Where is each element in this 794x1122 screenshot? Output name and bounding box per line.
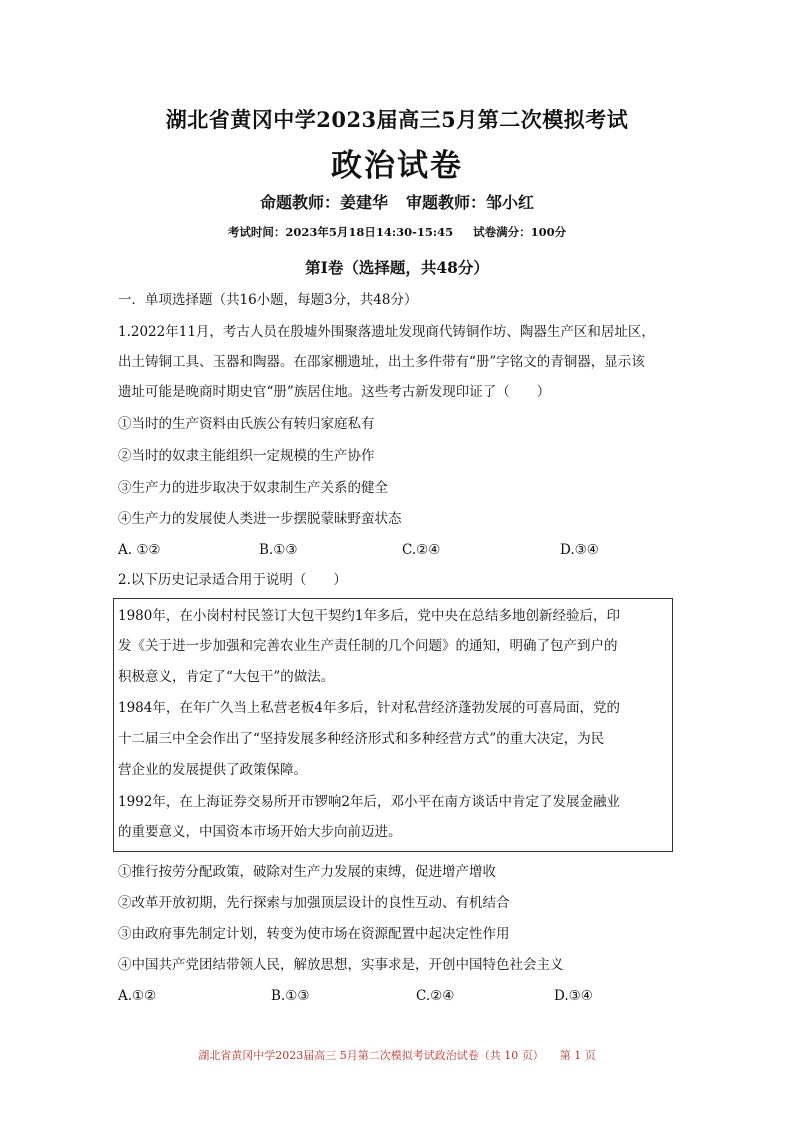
full-score: 试卷满分：100分: [473, 225, 567, 239]
q1-stem-line: 出土铸铜工具、玉器和陶器。在邵家棚遗址，出土多件带有“册”字铭文的青铜器，显示该: [118, 354, 645, 370]
exam-info-line: [0, 224, 794, 240]
setter-name: 命题教师：姜建华: [259, 193, 388, 212]
q1-statement: ①当时的生产资料由氏族公有转归家庭私有: [118, 416, 375, 432]
q2-options: [118, 986, 678, 1006]
q1-option-c: C.②④: [402, 542, 441, 558]
q1-statement: ②当时的奴隶主能组织一定规模的生产协作: [118, 448, 375, 464]
q2-statement: ③由政府事先制定计划，转变为使市场在资源配置中起决定性作用: [118, 926, 510, 942]
paper-title: 政治试卷: [331, 148, 463, 184]
q2-material-line: 1980年，在小岗村村民签订大包干契约1年多后，党中央在总结多地创新经验后，印: [118, 608, 620, 624]
q2-option-d: D.③④: [554, 988, 593, 1004]
q2-option-a: A.①②: [118, 988, 157, 1004]
q2-material-line: 的重要意义，中国资本市场开始大步向前迈进。: [118, 824, 402, 840]
q1-stem-line: 遗址可能是晚商时期史官“册”族居住地。这些考古新发现印证了（ ）: [118, 384, 551, 400]
q2-option-b: B.①③: [271, 988, 310, 1004]
q2-statement: ④中国共产党团结带领人民，解放思想，实事求是，开创中国特色社会主义: [118, 957, 564, 973]
q2-statement: ②改革开放初期，先行探索与加强顶层设计的良性互动、有机结合: [118, 895, 510, 911]
q2-statement: ①推行按劳分配政策，破除对生产力发展的束缚，促进增产增收: [118, 864, 496, 880]
q1-statement: ④生产力的发展使人类进一步摆脱蒙昧野蛮状态: [118, 511, 402, 527]
q1-stem-line: 1.2022年11月，考古人员在殷墟外围聚落遗址发现商代铸铜作坊、陶器生产区和居址区，: [118, 324, 655, 340]
q2-material-line: 1992年，在上海证券交易所开市锣响2年后，邓小平在南方谈话中肯定了发展金融业: [118, 794, 620, 810]
footer-paper-info: 湖北省黄冈中学2023届高三 5月第二次模拟考试政治试卷（共 10 页）: [198, 1049, 544, 1062]
section-heading: 一．单项选择题（共16小题，每题3分，共48分）: [118, 292, 418, 308]
exam-time: 考试时间：2023年5月18日14:30-15:45: [227, 225, 454, 239]
q2-material-line: 十二届三中全会作出了“坚持发展多种经济形式和多种经营方式”的重大决定，为民: [118, 731, 605, 747]
q1-statement: ③生产力的进步取决于奴隶制生产关系的健全: [118, 480, 388, 496]
page-footer: [0, 1047, 794, 1063]
q1-option-b: B.①③: [259, 542, 298, 558]
q2-material-line: 1984年，在年广久当上私营老板4年多后，针对私营经济蓬勃发展的可喜局面，党的: [118, 700, 620, 716]
reviewer-name: 审题教师：邹小红: [406, 193, 535, 212]
q2-stem: 2.以下历史记录适合用于说明（ ）: [118, 572, 347, 588]
q1-option-d: D.③④: [560, 542, 599, 558]
part-title: 第Ⅰ卷（选择题，共48分）: [305, 258, 489, 277]
footer-page-number: 第 1 页: [559, 1049, 596, 1062]
q1-option-a: A. ①②: [118, 542, 161, 558]
q2-option-c: C.②④: [416, 988, 455, 1004]
q2-material-line: 营企业的发展提供了政策保障。: [118, 762, 307, 778]
q1-options: [118, 540, 678, 560]
teacher-line: [0, 190, 794, 213]
q2-material-line: 积极意义，肯定了“大包干”的做法。: [118, 669, 335, 685]
school-title: 湖北省黄冈中学2023届高三5月第二次模拟考试: [165, 107, 629, 132]
q2-material-line: 发《关于进一步加强和完善农业生产责任制的几个问题》的通知，明确了包产到户的: [118, 638, 618, 654]
